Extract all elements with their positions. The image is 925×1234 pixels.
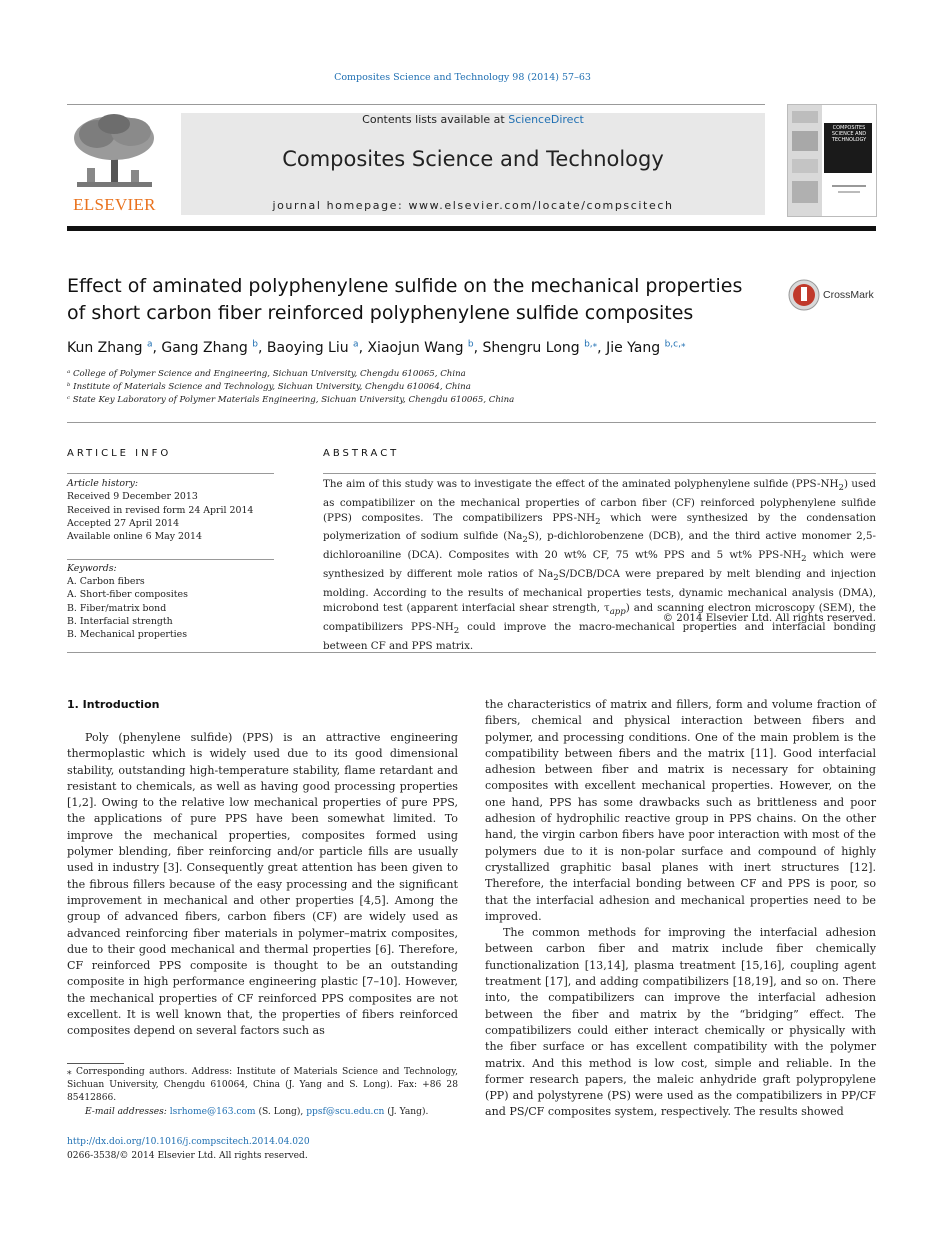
- title-line-2: of short carbon fiber reinforced polyphenylene sulfide composites: [67, 302, 694, 324]
- history-online: Available online 6 May 2014: [67, 531, 202, 542]
- author-list: [67, 339, 867, 356]
- elsevier-logo[interactable]: [67, 112, 162, 215]
- info-divider: [67, 473, 274, 474]
- issn-line: 0266-3538/© 2014 Elsevier Ltd. All rights reserved.: [67, 1150, 308, 1161]
- journal-reference[interactable]: Composites Science and Technology 98 (2014) 57–63: [334, 72, 591, 83]
- intro-paragraph: Poly (phenylene sulfide) (PPS) is an attractive engineering thermoplastic which is widely used due to its good dimensional stability, outstanding high-temperature stability, flame retardant and resistant to chemicals, as well as having good processing properties [1,2]. Owing to the relative low mechanical properties of pure PPS, the applications of pure PPS have been somewhat limited. To improve the mechanical properties, composites formed using polymer blending, fiber reinforcing and/or particle fills are usually used in industry [3]. Consequently great attention has been given to the fibrous fillers because of the easy processing and the significant improvement in mechanical and other properties [4,5]. Among the group of advanced fibers, carbon fibers (CF) are widely used as advanced reinforcing fiber materials in polymer–matrix composites, due to their good mechanical and thermal properties [6]. Therefore, CF reinforced PPS composite is thought to be an outstanding composite in high performance engineering plastic [7–10]. However, the mechanical properties of CF reinforced PPS composites are not excellent. It is well known that, the properties of fibers reinforced composites depend on several factors such as: [67, 731, 458, 1038]
- section-divider: [67, 422, 876, 423]
- keyword-item: B. Fiber/matrix bond: [67, 603, 167, 614]
- sciencedirect-link[interactable]: ScienceDirect: [508, 113, 584, 126]
- author: Jie Yang $^{b,c,⁎}$: [606, 339, 686, 356]
- section-divider: [67, 652, 876, 653]
- intro-paragraph: The common methods for improving the interfacial adhesion between carbon fiber and matrix include fiber chemically functionalization [13,14], plasma treatment [15,16], coupling agent treatment [17], and adding compatibilizers [18,19], and so on. There into, the compatibilizers can improve the interfacial adhesion between the fiber and matrix by the “bridging” effect. The compatibilizers could either interact chemically or physically with the fiber surface or has excellent compatibility with the polymer matrix. And this method is low cost, simple and reliable. In the former research papers, the maleic anhydride graft polypropylene (PP) and polystyrene (PS) were used as the compatibilizers in PP/CF and PS/CF composites system, respectively. The results showed: [485, 926, 876, 1119]
- footnote-rule: [67, 1063, 124, 1064]
- body-column-right: [485, 697, 876, 1121]
- email-owner: (J. Yang).: [384, 1106, 429, 1117]
- elsevier-wordmark: ELSEVIER: [73, 195, 156, 214]
- cover-image-icon: [788, 105, 876, 216]
- keyword-item: B. Interfacial strength: [67, 616, 173, 627]
- history-revised: Received in revised form 24 April 2014: [67, 505, 254, 516]
- intro-paragraph: the characteristics of matrix and fillers, form and volume fraction of fibers, chemical and physical interaction between fibers and polymer, and processing conditions. One of the main problem is the compatibility between fibers and the matrix [11]. Good interfacial adhesion between fiber and matrix is necessary for obtaining composites with excellent mechanical properties. However, on the one hand, PPS has some drawbacks such as brittleness and poor adhesion of hydrophilic reactive group in PPS chains. On the other hand, the virgin carbon fibers have poor interaction with most of the polymers due to it is non-polar surface and compound of highly crystallized graphitic basal planes with inert structures [12]. Therefore, the interfacial bonding between CF and PPS is poor, so that the interfacial adhesion and mechanical properties need to be improved.: [485, 698, 876, 923]
- affiliation-c: ᶜ State Key Laboratory of Polymer Materials Engineering, Sichuan University, Chengdu 610065, China: [67, 395, 515, 405]
- journal-title: Composites Science and Technology: [282, 147, 664, 171]
- doi-link[interactable]: http://dx.doi.org/10.1016/j.compscitech.2014.04.020: [67, 1137, 310, 1147]
- cover-title: COMPOSITES SCIENCE AND TECHNOLOGY: [831, 125, 867, 143]
- affiliation-b: ᵇ Institute of Materials Science and Technology, Sichuan University, Chengdu 610064, China: [67, 382, 471, 392]
- journal-cover[interactable]: [787, 104, 877, 217]
- elsevier-tree-icon: [67, 112, 162, 192]
- header-thick-rule: [67, 226, 876, 231]
- author: Gang Zhang $^b$,: [161, 339, 267, 356]
- abstract-heading: ABSTRACT: [323, 448, 400, 459]
- doi-block: [67, 1136, 310, 1163]
- history-accepted: Accepted 27 April 2014: [67, 518, 180, 529]
- keywords-label: Keywords:: [67, 563, 117, 574]
- crossmark-badge[interactable]: [788, 279, 878, 311]
- article-title: [67, 273, 767, 327]
- keyword-item: A. Short-fiber composites: [67, 589, 188, 600]
- author: Shengru Long $^{b,⁎}$,: [482, 339, 607, 356]
- corresponding-authors: ⁎ Corresponding authors. Address: Institute of Materials Science and Technology, Sichuan University, Chengdu 610064, China (J. Yang and S. Long). Fax: +86 28 85412866.: [67, 1067, 458, 1104]
- history-label: Article history:: [67, 478, 138, 489]
- keyword-item: B. Mechanical properties: [67, 629, 188, 640]
- email-owner: (S. Long),: [255, 1106, 307, 1117]
- abstract-text: The aim of this study was to investigate the effect of the aminated polyphenylene sulfide $(PPS-NH_2)$ used as compatibilizer on the mechanical properties of carbon fiber (CF) reinforced polyphenylene sulfide (PPS) composites. The compatibilizers PPS-$NH_2$ which were synthesized by the condensation polymerization of sodium sulfide $(Na_2S)$, p-dichlorobenzene (DCB), and the third active monomer 2,5-dichloroaniline (DCA). Composites with 20 wt% CF, 75 wt% PPS and 5 wt% PPS-$NH_2$ which were synthesized by different mole ratios of $Na_2S/DCB$/DCA were prepared by melt blending and injection molding. According to the results of mechanical properties tests, dynamic mechanical analysis (DMA), microbond test (apparent interfacial shear strength, $\tau_{app}$) and scanning electron microscopy (SEM), the compatibilizers PPS-$NH_2$ could improve the macro-mechanical properties and interfacial bonding between CF and PPS matrix.: [323, 478, 877, 652]
- email-link-long[interactable]: lsrhome@163.com: [169, 1106, 256, 1117]
- introduction-heading: 1. Introduction: [67, 698, 160, 711]
- author: Baoying Liu $^a$,: [266, 339, 368, 356]
- affiliation-a: ᵃ College of Polymer Science and Engineering, Sichuan University, Chengdu 610065, China: [67, 369, 466, 379]
- title-line-1: Effect of aminated polyphenylene sulfide on the mechanical properties: [67, 275, 743, 297]
- keyword-item: A. Carbon fibers: [67, 576, 145, 587]
- author: Kun Zhang $^a$,: [67, 339, 162, 356]
- author: Xiaojun Wang $^b$,: [367, 339, 483, 356]
- journal-homepage[interactable]: journal homepage: www.elsevier.com/locate/compscitech: [272, 199, 674, 212]
- footnote: [67, 1066, 458, 1119]
- body-column-left: [67, 730, 458, 1040]
- email-label: E-mail addresses:: [85, 1106, 170, 1117]
- crossmark-icon: [788, 279, 820, 311]
- abstract-copyright: © 2014 Elsevier Ltd. All rights reserved.: [662, 612, 876, 624]
- crossmark-label: CrossMark: [823, 289, 874, 301]
- article-info-heading: ARTICLE INFO: [67, 448, 172, 459]
- history-received: Received 9 December 2013: [67, 491, 198, 502]
- email-link-yang[interactable]: ppsf@scu.edu.cn: [306, 1106, 385, 1117]
- contents-line: [181, 113, 765, 126]
- keywords-divider: [67, 559, 274, 560]
- journal-banner: [181, 113, 765, 215]
- abstract-divider: [323, 473, 876, 474]
- header-divider: [67, 104, 765, 105]
- contents-prefix: Contents lists available at: [362, 113, 509, 126]
